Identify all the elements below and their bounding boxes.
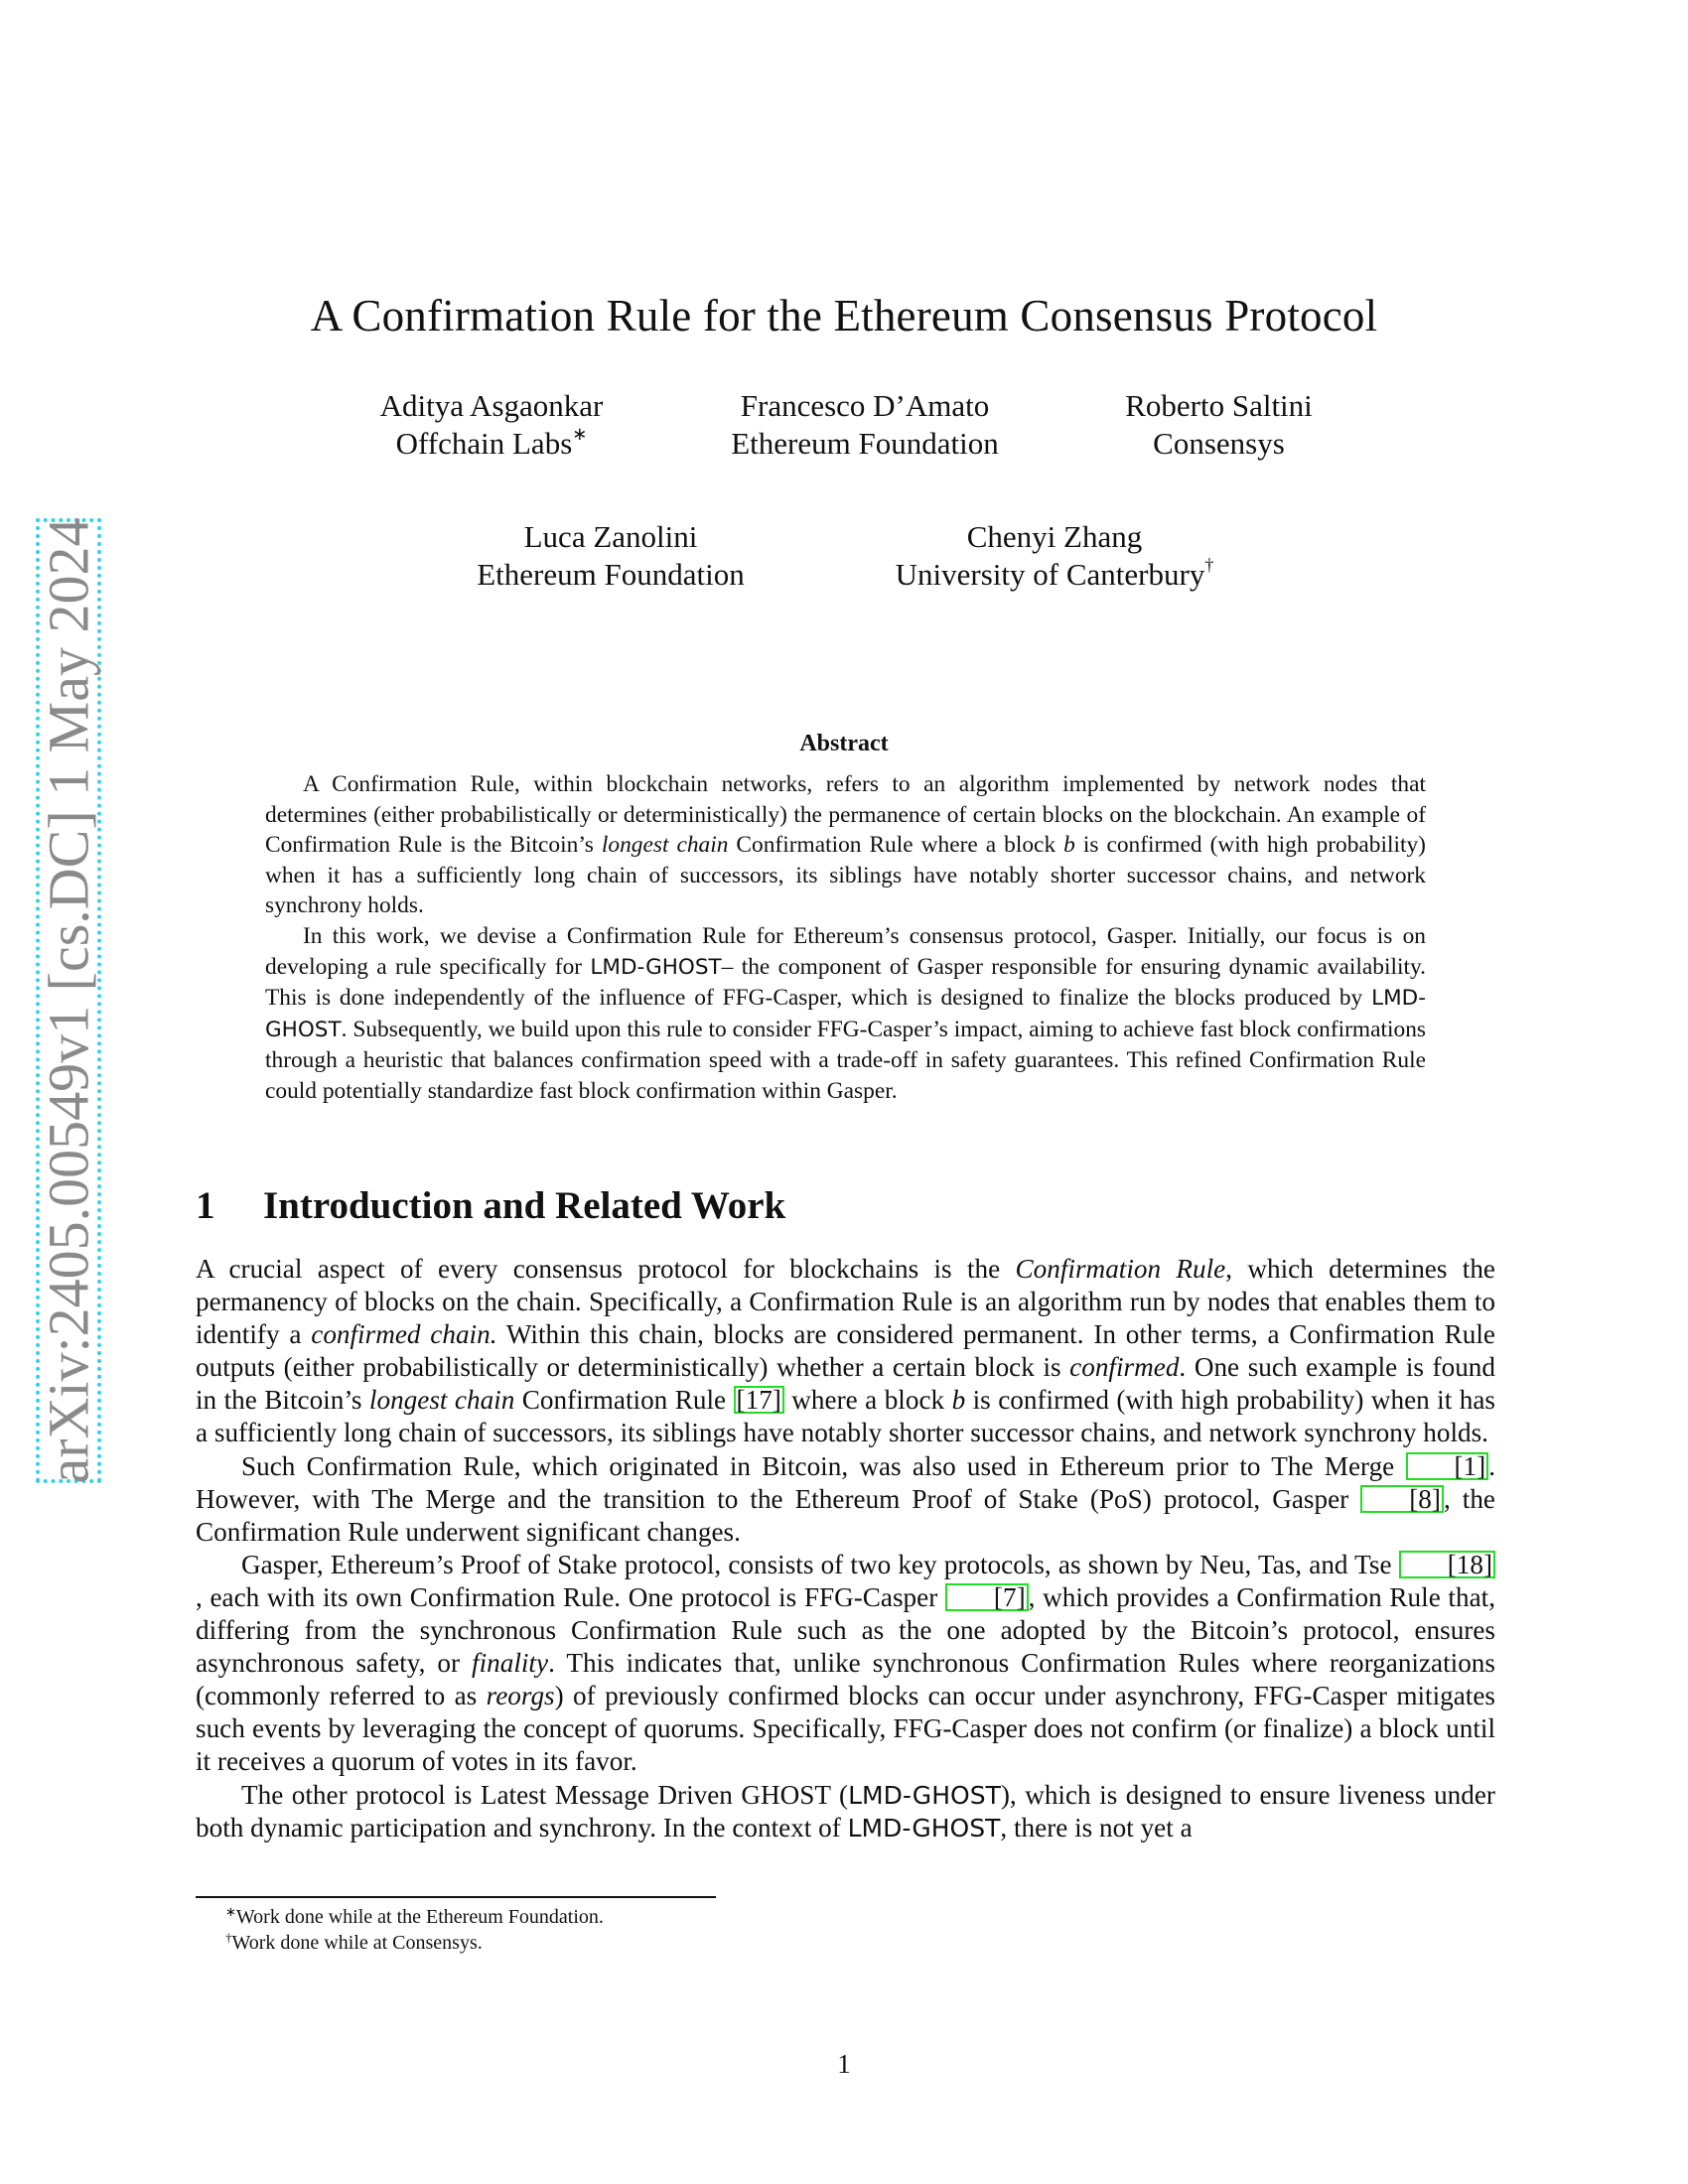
protocol-name: LMD-GHOST	[848, 1780, 1001, 1810]
arxiv-identifier: arXiv:2405.00549v1 [cs.DC] 1 May 2024	[36, 517, 101, 1484]
text-run: , which provides a Confirmation Rule that, differing from the synchronous Confirmation Rule such as the one adopted by the Bitcoin’s protocol, ensures asynchronous safety, or	[196, 1581, 1495, 1679]
citation-link[interactable]: [1]	[1406, 1452, 1489, 1480]
text-run: A Confirmation Rule, within blockchain networks, refers to an algorithm implemented by network nodes that determines (either probabilistically or deterministically) the permanence of certain blocks on the blockchain. An example of Confirmation Rule is the Bitcoin’s	[265, 771, 1426, 859]
author-name: Luca Zanolini	[523, 519, 698, 554]
text-run: In this work, we devise a Confirmation Rule for Ethereum’s consensus protocol, Gasper. Initially, our focus is on developing a rule specifically for	[265, 922, 1426, 980]
body-paragraph	[196, 1549, 1495, 1779]
section-title: Introduction and Related Work	[263, 1184, 786, 1227]
emphasis: Confirmation Rule	[1015, 1254, 1226, 1284]
text-run: Confirmation Rule where a block	[728, 832, 1064, 859]
text-run: , each with its own Confirmation Rule. One protocol is FFG-Casper	[196, 1581, 945, 1612]
text-run: . One such example is found in the Bitcoin’s	[196, 1352, 1495, 1416]
author-affiliation: Consensys	[1153, 426, 1285, 461]
author-name: Chenyi Zhang	[966, 519, 1143, 554]
author-block	[701, 387, 1029, 463]
protocol-name: LMD-GHOST	[847, 1813, 1001, 1843]
text-run: The other protocol is Latest Message Driven GHOST (	[241, 1779, 849, 1810]
text-run: Such Confirmation Rule, which originated in Bitcoin, was also used in Ethereum prior to The Merge	[241, 1450, 1406, 1481]
paper-title: A Confirmation Rule for the Ethereum Consensus Protocol	[310, 291, 1378, 341]
text-run: ), which is designed to ensure liveness under both dynamic participation and synchrony. In the context of	[196, 1779, 1495, 1843]
protocol-name: LMD-GHOST	[590, 954, 722, 980]
text-run: Within this chain, blocks are considered permanent. In other terms, a Confirmation Rule outputs (either probabilistically or deterministically) whether a certain block is	[196, 1319, 1495, 1383]
author-affiliation: Ethereum Foundation	[731, 426, 999, 461]
text-run: . This indicates that, unlike synchronous Confirmation Rules where reorganizations (commonly referred to as	[196, 1648, 1495, 1711]
page-number: 1	[837, 2049, 851, 2079]
citation-link[interactable]: [18]	[1399, 1551, 1495, 1578]
footnote-marker: ∗	[225, 1904, 236, 1919]
citation-link[interactable]: [7]	[945, 1583, 1029, 1611]
author-name: Aditya Asgaonkar	[379, 388, 604, 423]
section-number: 1	[196, 1184, 215, 1227]
text-run: is confirmed (with high probability) when it has a sufficiently long chain of successors, its siblings have notably shorter successor chains, and network synchrony holds.	[196, 1385, 1495, 1448]
footnote-marker: †	[225, 1930, 232, 1945]
author-affiliation	[866, 556, 1243, 594]
math-variable: b	[951, 1385, 966, 1416]
text-run: ) of previously confirmed blocks can occur under asynchrony, FFG-Casper mitigates such events by leveraging the concept of quorums. Specifically, FFG-Casper does not confirm (or finalize) a block until it receives a quorum of votes in its favor.	[196, 1681, 1495, 1777]
text-run: A crucial aspect of every consensus protocol for blockchains is the	[196, 1254, 1016, 1284]
citation-link[interactable]: [17]	[734, 1386, 784, 1414]
footnote-marker[interactable]: ∗	[572, 424, 588, 444]
text-run: Gasper, Ethereum’s Proof of Stake protocol, consists of two key protocols, as shown by Neu, Tas, and Tse	[241, 1549, 1399, 1579]
text-run: , the Confirmation Rule underwent significant changes.	[196, 1483, 1495, 1547]
abstract-paragraph	[265, 769, 1426, 921]
arxiv-stamp[interactable]	[36, 518, 101, 1483]
author-block	[452, 518, 770, 594]
text-run: Confirmation Rule	[514, 1385, 734, 1416]
text-run: where a block	[783, 1385, 952, 1416]
citation-link[interactable]: [8]	[1360, 1485, 1444, 1513]
affiliation-text: University of Canterbury	[895, 557, 1205, 592]
abstract-body	[265, 769, 1426, 1107]
emphasis: confirmed chain.	[311, 1319, 497, 1350]
text-run: , which determines the permanency of blocks on the chain. Specifically, a Confirmation Rule is an algorithm run by nodes that enables them to identify a	[196, 1254, 1495, 1350]
author-name: Francesco D’Amato	[740, 388, 990, 423]
protocol-name: LMD-GHOST	[265, 986, 1426, 1042]
text-run: is confirmed (with high probability) when it has a sufficiently long chain of successors, its siblings have notably shorter successor chains, and network synchrony holds.	[265, 832, 1426, 919]
emphasis: finality	[472, 1648, 549, 1679]
author-affiliation: Ethereum Foundation	[477, 557, 745, 592]
footnote-text: Work done while at Consensys.	[231, 1932, 483, 1954]
affiliation-text: Offchain Labs	[395, 426, 573, 461]
body-paragraph	[196, 1253, 1495, 1450]
author-block	[866, 518, 1243, 594]
author-block	[362, 387, 621, 463]
text-run: . Subsequently, we build upon this rule to consider FFG-Casper’s impact, aiming to achieve fast block confirmations through a heuristic that balances confirmation speed with a trade-off in safety guarantees. This refined Confirmation Rule could potentially standardize fast block confirmation within Gasper.	[265, 1016, 1426, 1104]
abstract-paragraph	[265, 921, 1426, 1107]
footnotes	[225, 1904, 604, 1956]
body-paragraph	[196, 1450, 1495, 1549]
math-variable: b	[1063, 832, 1075, 859]
emphasis: confirmed	[1069, 1352, 1180, 1383]
footnote	[225, 1904, 604, 1930]
text-run: – the component of Gasper responsible for ensuring dynamic availability. This is done independently of the influence of FFG-Casper, which is designed to finalize the blocks produced by	[265, 953, 1427, 1012]
emphasis: longest chain	[601, 832, 729, 859]
text-run: , there is not yet a	[1000, 1812, 1193, 1843]
footnote	[225, 1930, 604, 1956]
section-body	[196, 1253, 1495, 1844]
author-block	[1102, 387, 1336, 463]
emphasis: longest chain	[368, 1385, 515, 1416]
text-run: . However, with The Merge and the transition to the Ethereum Proof of Stake (PoS) protocol, Gasper	[196, 1450, 1495, 1514]
author-affiliation	[362, 425, 621, 463]
footnote-marker[interactable]: †	[1204, 555, 1214, 575]
footnote-divider	[196, 1896, 716, 1898]
body-paragraph	[196, 1779, 1495, 1844]
footnote-text: Work done while at the Ethereum Foundation.	[235, 1906, 604, 1928]
section-heading	[196, 1183, 785, 1228]
abstract-heading: Abstract	[799, 731, 889, 756]
emphasis: reorgs	[486, 1681, 555, 1711]
author-name: Roberto Saltini	[1125, 388, 1313, 423]
